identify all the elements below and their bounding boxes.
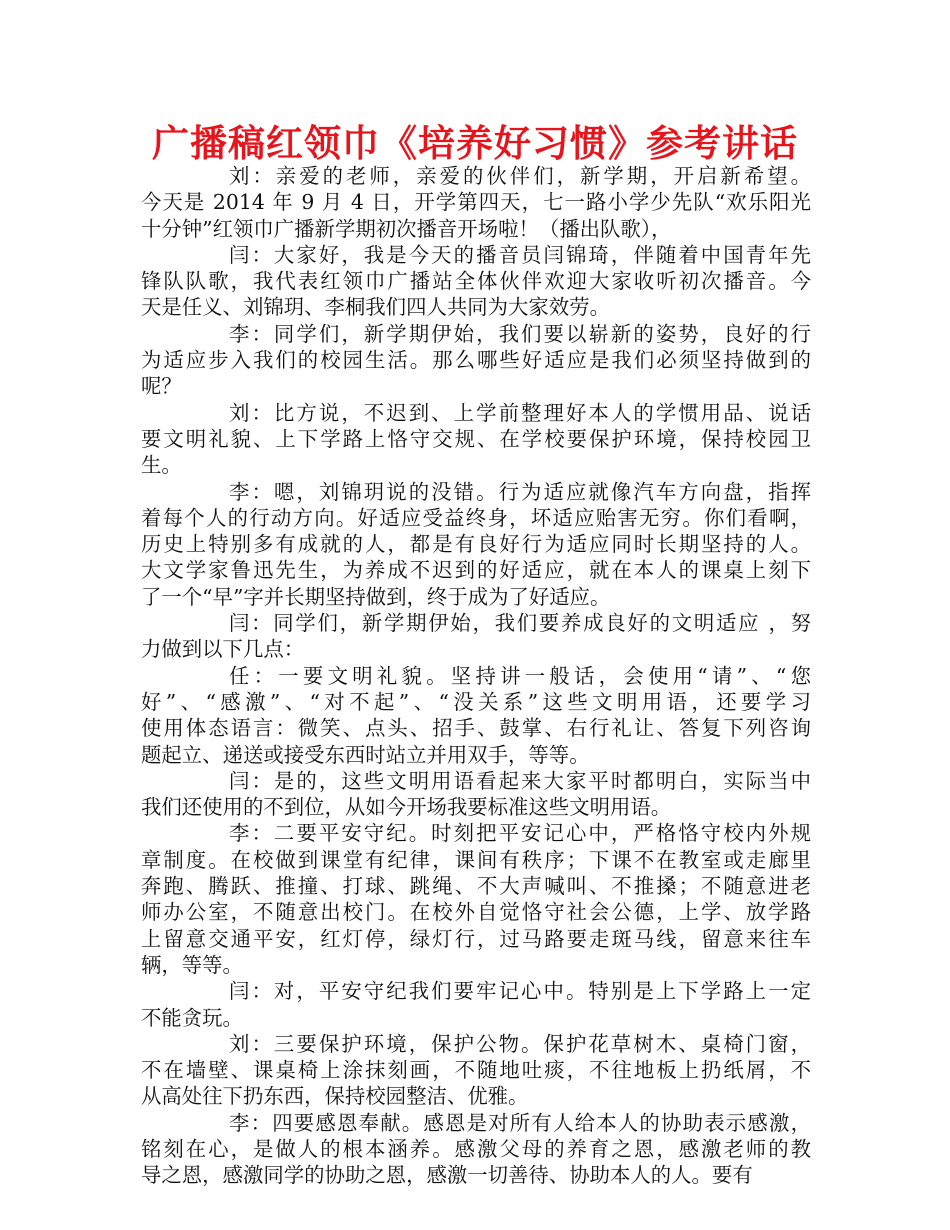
text-line: 闫：同学们，新学期伊始，我们要养成良好的文明适应 ，努 [229,611,811,636]
text-line: 大文学家鲁迅先生，为养成不迟到的好适应，就在本人的课桌上刻下 [141,558,811,583]
text-line: 天是任义、刘锦玥、李桐我们四人共同为大家效劳。 [141,295,610,320]
text-line: 李：四要感恩奉献。感恩是对所有人给本人的协助表示感激， [229,1110,811,1135]
text-line: 铭刻在心，是做人的根本涵养。感激父母的养育之恩，感激老师的教 [141,1136,811,1161]
text-line: 李：同学们，新学期伊始，我们要以崭新的姿势，良好的行 [229,321,811,346]
document-title: 广播稿红领巾《培养好习惯》参考讲话 [152,122,798,165]
paragraph [141,663,811,768]
text-line: 要文明礼貌、上下学路上恪守交规、在学校要保护环境，保持校园卫 [141,426,811,451]
text-line: 闫：是的，这些文明用语看起来大家平时都明白，实际当中 [229,768,811,793]
text-line: 力做到以下几点： [141,637,305,662]
text-line: 呢？ [141,374,182,399]
paragraph [141,820,811,978]
text-line: 师办公室，不随意出校门。在校外自觉恪守社会公德，上学、放学路 [141,900,811,925]
text-line: 历史上特别多有成就的人，都是有良好行为适应同时长期坚持的人。 [141,532,811,557]
text-line: 不在墙壁、课桌椅上涂抹刻画，不随地吐痰，不往地板上扔纸屑，不 [141,1058,811,1083]
text-line: 闫：对，平安守纪我们要牢记心中。特别是上下学路上一定 [229,979,811,1004]
paragraph [141,479,811,610]
text-line: 好”、“感激”、“对不起”、“没关系”这些文明用语，还要学习 [141,689,811,714]
paragraph [141,163,811,242]
paragraph [141,242,811,321]
text-line: 闫：大家好，我是今天的播音员闫锦琦，伴随着中国青年先 [229,242,811,267]
text-line: 章制度。在校做到课堂有纪律，课间有秩序；下课不在教室或走廊里 [141,847,811,872]
text-line: 生。 [141,453,182,478]
text-line: 李：二要平安守纪。时刻把平安记心中，严格恪守校内外规 [229,821,811,846]
text-line: 题起立、递送或接受东西时站立并用双手，等等。 [141,742,590,767]
text-line: 了一个“早”字并长期坚持做到，终于成为了好适应。 [141,584,611,609]
text-line: 刘：亲爱的老师，亲爱的伙伴们，新学期，开启新希望。 [229,164,811,188]
text-line: 上留意交通平安，红灯停，绿灯行，过马路要走斑马线，留意来往车 [141,926,811,951]
text-line: 辆，等等。 [141,952,243,977]
paragraph [141,1031,811,1110]
text-line: 奔跑、腾跃、推撞、打球、跳绳、不大声喊叫、不推搡；不随意进老 [141,874,811,899]
text-line: 着每个人的行动方向。好适应受益终身，坏适应贻害无穷。你们看啊， [141,505,811,530]
text-line: 为适应步入我们的校园生活。那么哪些好适应是我们必须坚持做到的 [141,348,811,373]
text-line: 刘：比方说，不迟到、上学前整理好本人的学惯用品、说话 [229,400,811,425]
text-line: 不能贪玩。 [141,1005,243,1030]
paragraph [141,1110,811,1189]
paragraph [141,400,811,479]
text-line: 李：嗯，刘锦玥说的没错。行为适应就像汽车方向盘，指挥 [229,479,811,504]
text-line: 十分钟”红领巾广播新学期初次播音开场啦！（播出队歌）， [141,216,672,241]
text-line: 今天是 2014 年 9 月 4 日，开学第四天，七一路小学少先队“欢乐阳光 [141,190,811,215]
text-line: 锋队队歌，我代表红领巾广播站全体伙伴欢迎大家收听初次播音。今 [141,269,811,294]
text-line: 从高处往下扔东西，保持校园整洁、优雅。 [141,1084,529,1109]
text-line: 任：一要文明礼貌。坚持讲一般话，会使用“请”、“您 [229,663,811,688]
paragraph [141,978,811,1031]
text-line: 我们还使用的不到位，从如今开场我要标准这些文明用语。 [141,795,672,820]
paragraph [141,768,811,821]
text-line: 使用体态语言：微笑、点头、招手、鼓掌、右行礼让、答复下列咨询 [141,716,811,741]
document-body [141,163,811,1189]
text-line: 导之恩，感激同学的协助之恩，感激一切善待、协助本人的人。要有 [141,1163,753,1188]
paragraph [141,321,811,400]
text-line: 刘：三要保护环境，保护公物。保护花草树木、桌椅门窗， [229,1031,811,1056]
paragraph [141,610,811,663]
